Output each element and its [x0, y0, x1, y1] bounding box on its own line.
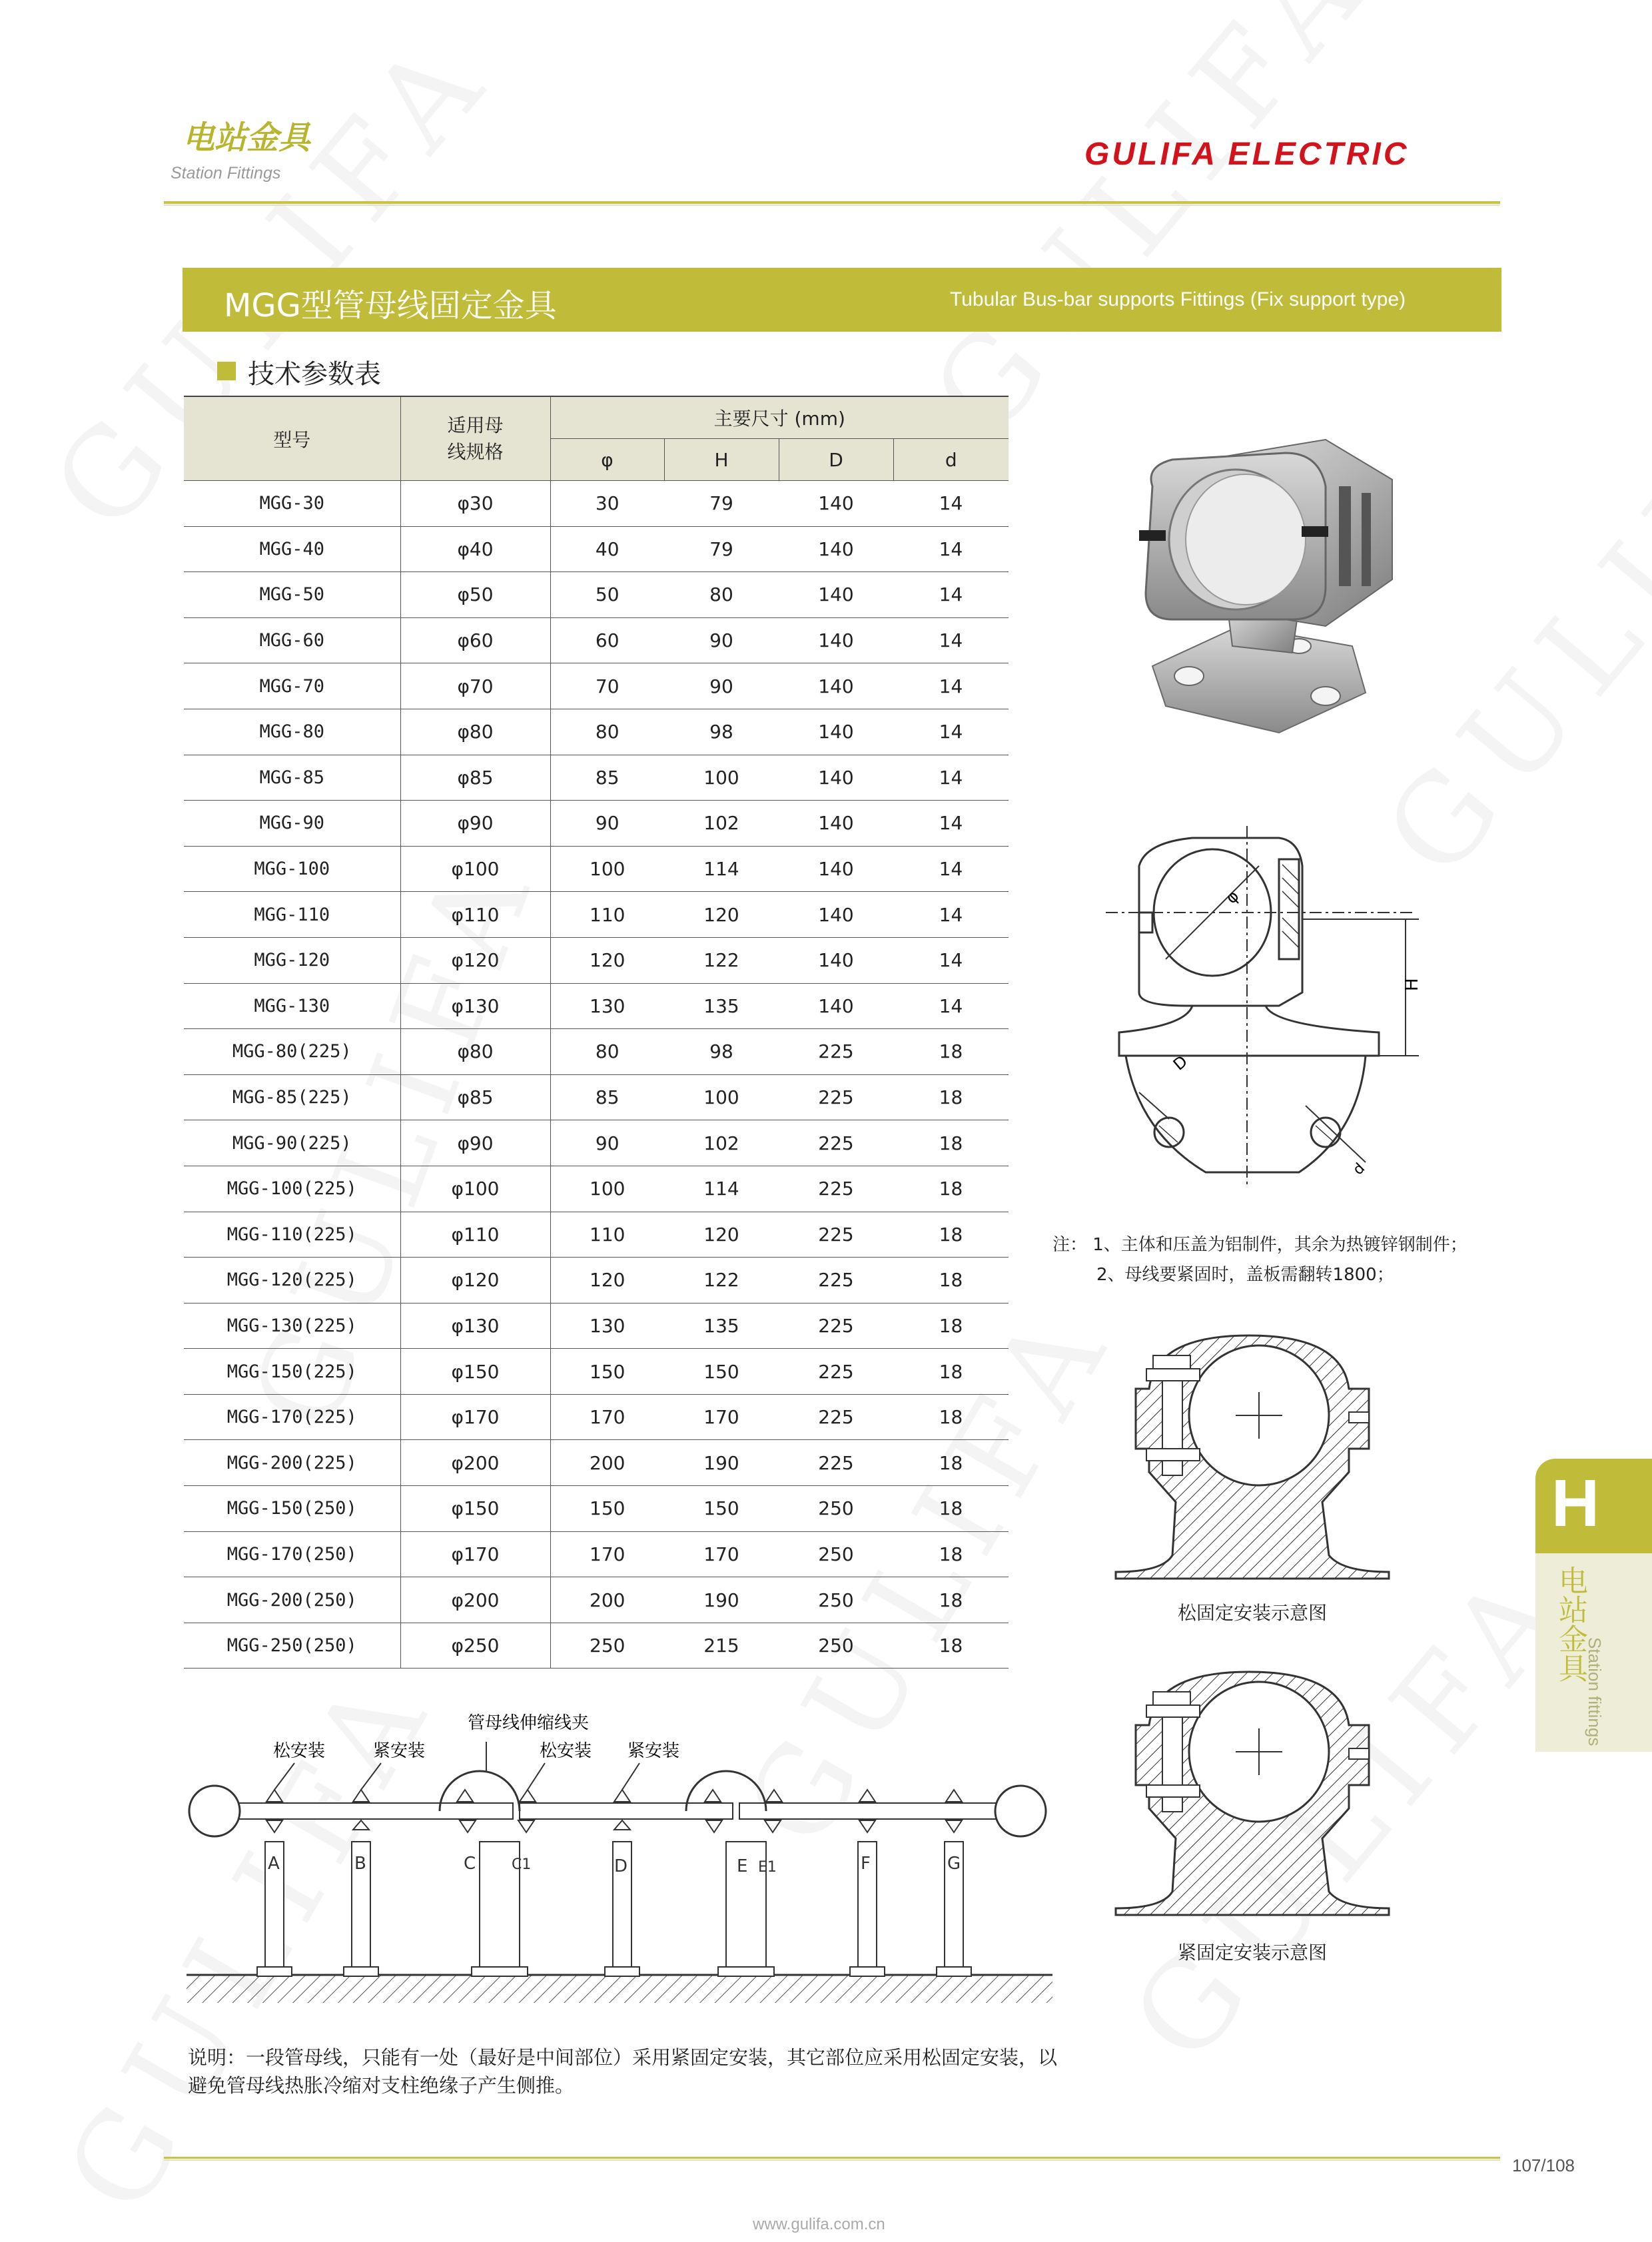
cell-model: MGG-150(225): [184, 1349, 400, 1395]
cell-H: 170: [664, 1394, 779, 1440]
cell-d: 18: [893, 1440, 1009, 1486]
cell-phi: 60: [550, 617, 664, 663]
product-title: MGG型管母线固定金具: [224, 287, 557, 324]
cell-bus-spec: φ90: [400, 1120, 550, 1166]
table-row: [184, 1212, 1009, 1258]
cell-H: 190: [664, 1577, 779, 1623]
cell-bus-spec: φ120: [400, 1258, 550, 1304]
cell-H: 122: [664, 1258, 779, 1304]
cell-model: MGG-80(225): [184, 1029, 400, 1075]
cell-model: MGG-80: [184, 709, 400, 755]
cell-phi: 130: [550, 1303, 664, 1349]
cell-bus-spec: φ110: [400, 1212, 550, 1258]
cell-H: 135: [664, 983, 779, 1029]
cell-bus-spec: φ60: [400, 617, 550, 663]
cell-phi: 130: [550, 983, 664, 1029]
cell-model: MGG-90: [184, 801, 400, 847]
cell-model: MGG-200(225): [184, 1440, 400, 1486]
cell-D: 140: [779, 663, 893, 709]
cell-D: 225: [779, 1440, 893, 1486]
support-label: D: [614, 1856, 628, 1876]
support-label: A: [268, 1854, 280, 1874]
cell-d: 18: [893, 1258, 1009, 1304]
header-d: d: [893, 439, 1009, 481]
cell-phi: 120: [550, 937, 664, 983]
cell-H: 135: [664, 1303, 779, 1349]
cell-d: 14: [893, 481, 1009, 527]
table-row: [184, 983, 1009, 1029]
cell-phi: 50: [550, 572, 664, 618]
chapter-letter: H: [1551, 1466, 1600, 1541]
table-row: [184, 937, 1009, 983]
cell-H: 98: [664, 1029, 779, 1075]
cell-phi: 150: [550, 1349, 664, 1395]
table-row: [184, 572, 1009, 618]
cell-D: 225: [779, 1029, 893, 1075]
cell-bus-spec: φ170: [400, 1531, 550, 1577]
cell-H: 90: [664, 617, 779, 663]
cell-phi: 200: [550, 1577, 664, 1623]
cell-model: MGG-85(225): [184, 1074, 400, 1120]
cell-bus-spec: φ130: [400, 1303, 550, 1349]
cell-H: 120: [664, 892, 779, 938]
cell-D: 225: [779, 1166, 893, 1212]
table-row: [184, 1074, 1009, 1120]
cell-bus-spec: φ30: [400, 481, 550, 527]
bus-layout-diagram: [180, 1708, 1059, 2028]
product-title-en: Tubular Bus-bar supports Fittings (Fix support type): [950, 288, 1406, 310]
cell-phi: 110: [550, 1212, 664, 1258]
cell-phi: 110: [550, 892, 664, 938]
cell-d: 14: [893, 801, 1009, 847]
cell-D: 225: [779, 1349, 893, 1395]
cell-bus-spec: φ120: [400, 937, 550, 983]
cell-bus-spec: φ170: [400, 1394, 550, 1440]
cell-D: 140: [779, 983, 893, 1029]
footer-divider-shadow: [164, 2159, 1500, 2161]
cell-model: MGG-60: [184, 617, 400, 663]
cell-phi: 30: [550, 481, 664, 527]
loose-install-caption: 松固定安装示意图: [1178, 1602, 1328, 1624]
cell-H: 120: [664, 1212, 779, 1258]
cell-d: 14: [893, 937, 1009, 983]
cell-bus-spec: φ85: [400, 1074, 550, 1120]
cell-H: 150: [664, 1349, 779, 1395]
cell-phi: 120: [550, 1258, 664, 1304]
cell-H: 114: [664, 846, 779, 892]
cell-model: MGG-170(250): [184, 1531, 400, 1577]
cell-H: 100: [664, 1074, 779, 1120]
section-title: 技术参数表: [248, 359, 381, 390]
cell-bus-spec: φ70: [400, 663, 550, 709]
header-main-dims: 主要尺寸 (mm): [550, 396, 1009, 439]
support-label: C: [464, 1854, 476, 1874]
table-row: [184, 1577, 1009, 1623]
label-D: D: [1169, 1052, 1192, 1074]
support-label: E1: [758, 1859, 777, 1876]
cell-phi: 100: [550, 846, 664, 892]
cell-H: 100: [664, 755, 779, 801]
loose-label-2: 松安装: [540, 1741, 592, 1761]
cell-D: 225: [779, 1074, 893, 1120]
table-row: [184, 663, 1009, 709]
cell-H: 102: [664, 801, 779, 847]
cell-phi: 80: [550, 709, 664, 755]
cell-D: 225: [779, 1303, 893, 1349]
cell-D: 250: [779, 1577, 893, 1623]
cell-H: 79: [664, 526, 779, 572]
cell-d: 18: [893, 1394, 1009, 1440]
cell-D: 225: [779, 1212, 893, 1258]
cell-H: 79: [664, 481, 779, 527]
brand-logo: GULIFA ELECTRIC: [1084, 137, 1410, 172]
cell-d: 18: [893, 1166, 1009, 1212]
cell-D: 140: [779, 846, 893, 892]
cell-d: 18: [893, 1074, 1009, 1120]
cell-H: 90: [664, 663, 779, 709]
cell-model: MGG-40: [184, 526, 400, 572]
cell-model: MGG-50: [184, 572, 400, 618]
table-row: [184, 801, 1009, 847]
cell-bus-spec: φ100: [400, 1166, 550, 1212]
cell-H: 114: [664, 1166, 779, 1212]
cell-D: 250: [779, 1623, 893, 1669]
cell-model: MGG-130(225): [184, 1303, 400, 1349]
cell-D: 250: [779, 1531, 893, 1577]
cell-d: 14: [893, 572, 1009, 618]
cell-H: 170: [664, 1531, 779, 1577]
tight-install-caption: 紧固定安装示意图: [1178, 1942, 1328, 1964]
cell-bus-spec: φ40: [400, 526, 550, 572]
cell-D: 140: [779, 892, 893, 938]
spec-table: [184, 396, 1009, 1669]
cell-bus-spec: φ85: [400, 755, 550, 801]
cell-model: MGG-130: [184, 983, 400, 1029]
cell-phi: 170: [550, 1531, 664, 1577]
table-row: [184, 1349, 1009, 1395]
cell-bus-spec: φ80: [400, 1029, 550, 1075]
cell-phi: 250: [550, 1623, 664, 1669]
table-row: [184, 481, 1009, 527]
table-row: [184, 709, 1009, 755]
cell-d: 14: [893, 846, 1009, 892]
header-H: H: [664, 439, 779, 481]
cell-H: 190: [664, 1440, 779, 1486]
header-divider-shadow: [164, 204, 1500, 206]
table-row: [184, 1120, 1009, 1166]
cell-H: 150: [664, 1486, 779, 1532]
cell-d: 14: [893, 709, 1009, 755]
footer-divider: [164, 2157, 1500, 2159]
cell-D: 140: [779, 937, 893, 983]
cell-bus-spec: φ200: [400, 1440, 550, 1486]
table-row: [184, 1531, 1009, 1577]
cell-d: 18: [893, 1120, 1009, 1166]
support-label: F: [861, 1854, 871, 1874]
cell-model: MGG-110(225): [184, 1212, 400, 1258]
table-row: [184, 1258, 1009, 1304]
cell-d: 18: [893, 1212, 1009, 1258]
cell-model: MGG-110: [184, 892, 400, 938]
cell-D: 140: [779, 572, 893, 618]
cell-bus-spec: φ90: [400, 801, 550, 847]
section-marker: [217, 362, 236, 380]
table-row: [184, 1440, 1009, 1486]
cell-D: 140: [779, 481, 893, 527]
header-model: 型号: [184, 396, 400, 481]
cell-model: MGG-200(250): [184, 1577, 400, 1623]
cell-phi: 150: [550, 1486, 664, 1532]
cell-D: 140: [779, 801, 893, 847]
cell-model: MGG-170(225): [184, 1394, 400, 1440]
table-row: [184, 1394, 1009, 1440]
cell-H: 80: [664, 572, 779, 618]
support-label: G: [947, 1854, 961, 1874]
cell-model: MGG-120: [184, 937, 400, 983]
cell-phi: 170: [550, 1394, 664, 1440]
label-d: d: [1350, 1160, 1369, 1179]
cell-model: MGG-85: [184, 755, 400, 801]
cell-bus-spec: φ150: [400, 1486, 550, 1532]
note-line-2: 2、母线要紧固时，盖板需翻转1800；: [1096, 1265, 1394, 1285]
cell-phi: 90: [550, 1120, 664, 1166]
note-line-1: 注： 1、主体和压盖为铝制件，其余为热镀锌钢制件；: [1052, 1235, 1467, 1255]
cell-d: 18: [893, 1531, 1009, 1577]
cell-d: 14: [893, 526, 1009, 572]
cell-bus-spec: φ200: [400, 1577, 550, 1623]
cell-bus-spec: φ130: [400, 983, 550, 1029]
cell-d: 18: [893, 1349, 1009, 1395]
cell-D: 225: [779, 1258, 893, 1304]
cell-model: MGG-150(250): [184, 1486, 400, 1532]
cell-d: 14: [893, 755, 1009, 801]
header-bus-spec-text: 适用母线规格: [447, 414, 504, 463]
header-D: D: [779, 439, 893, 481]
cell-model: MGG-100: [184, 846, 400, 892]
header-bus-spec: [400, 396, 550, 481]
cell-bus-spec: φ50: [400, 572, 550, 618]
page-number: 107/108: [1512, 2155, 1575, 2175]
cell-D: 140: [779, 755, 893, 801]
cell-d: 14: [893, 663, 1009, 709]
table-row: [184, 1166, 1009, 1212]
table-row: [184, 1486, 1009, 1532]
tight-install-drawing: [1109, 1665, 1416, 1918]
table-row: [184, 526, 1009, 572]
cell-H: 102: [664, 1120, 779, 1166]
loose-install-drawing: [1109, 1329, 1416, 1582]
table-row: [184, 1303, 1009, 1349]
header-divider: [164, 201, 1500, 204]
cell-d: 18: [893, 1303, 1009, 1349]
dimension-drawing: [1099, 826, 1499, 1186]
category-title: 电站金具: [183, 119, 311, 157]
chapter-name: 电站金具: [1553, 1565, 1587, 1682]
cell-D: 140: [779, 709, 893, 755]
table-row: [184, 846, 1009, 892]
label-H: H: [1402, 978, 1422, 991]
cell-bus-spec: φ80: [400, 709, 550, 755]
cell-phi: 40: [550, 526, 664, 572]
cell-d: 14: [893, 617, 1009, 663]
table-row: [184, 1029, 1009, 1075]
cell-D: 140: [779, 526, 893, 572]
cell-phi: 85: [550, 755, 664, 801]
cell-phi: 200: [550, 1440, 664, 1486]
watermark: [906, 0, 1400, 462]
loose-label-1: 松安装: [273, 1741, 326, 1761]
cell-d: 18: [893, 1577, 1009, 1623]
cell-d: 14: [893, 983, 1009, 1029]
cell-bus-spec: φ110: [400, 892, 550, 938]
cell-D: 250: [779, 1486, 893, 1532]
cell-D: 140: [779, 617, 893, 663]
cell-d: 18: [893, 1029, 1009, 1075]
cell-phi: 70: [550, 663, 664, 709]
cell-bus-spec: φ150: [400, 1349, 550, 1395]
tight-label-2: 紧安装: [627, 1741, 680, 1761]
clamp-label: 管母线伸缩线夹: [468, 1713, 590, 1733]
table-row: [184, 892, 1009, 938]
cell-bus-spec: φ250: [400, 1623, 550, 1669]
table-row: [184, 617, 1009, 663]
cell-phi: 100: [550, 1166, 664, 1212]
cell-phi: 80: [550, 1029, 664, 1075]
cell-model: MGG-100(225): [184, 1166, 400, 1212]
website-url[interactable]: www.gulifa.com.cn: [753, 2215, 885, 2233]
cell-model: MGG-70: [184, 663, 400, 709]
support-label: B: [354, 1854, 366, 1874]
cell-model: MGG-120(225): [184, 1258, 400, 1304]
cell-model: MGG-250(250): [184, 1623, 400, 1669]
cell-D: 225: [779, 1394, 893, 1440]
label-phi: φ: [1222, 887, 1243, 908]
cell-phi: 90: [550, 801, 664, 847]
cell-H: 122: [664, 937, 779, 983]
cell-d: 18: [893, 1486, 1009, 1532]
header-phi: φ: [550, 439, 664, 481]
explanation-text: 说明：一段管母线，只能有一处（最好是中间部位）采用紧固定安装，其它部位应采用松固定安装，以避免管母线热胀冷缩对支柱绝缘子产生侧推。: [188, 2046, 1058, 2097]
cell-model: MGG-90(225): [184, 1120, 400, 1166]
support-label: E: [737, 1856, 748, 1876]
table-row: [184, 755, 1009, 801]
tight-label-1: 紧安装: [373, 1741, 426, 1761]
cell-d: 18: [893, 1623, 1009, 1669]
chapter-name-en: Station fittings: [1585, 1637, 1605, 1746]
support-label: C1: [512, 1856, 532, 1873]
cell-H: 215: [664, 1623, 779, 1669]
cell-H: 98: [664, 709, 779, 755]
cell-bus-spec: φ100: [400, 846, 550, 892]
cell-phi: 85: [550, 1074, 664, 1120]
category-subtitle: Station Fittings: [171, 164, 281, 183]
cell-D: 225: [779, 1120, 893, 1166]
table-row: [184, 1623, 1009, 1669]
cell-model: MGG-30: [184, 481, 400, 527]
cell-d: 14: [893, 892, 1009, 938]
product-photo: [1126, 426, 1446, 739]
